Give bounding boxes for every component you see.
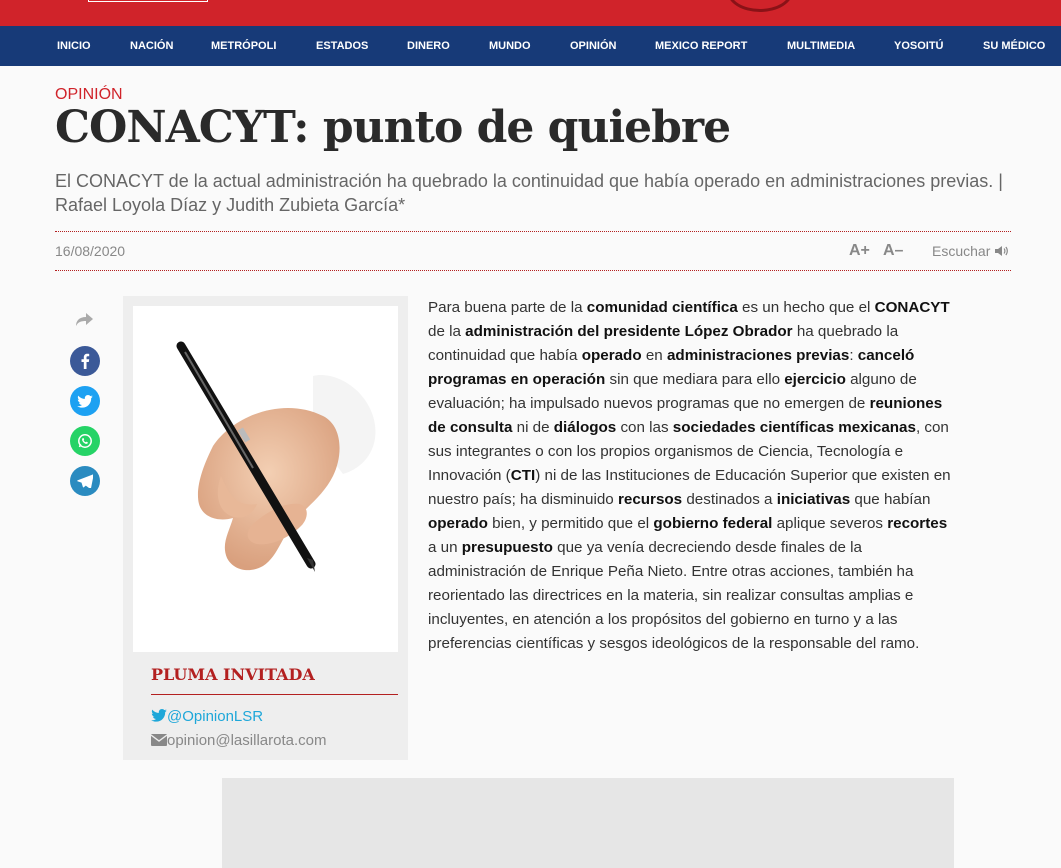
text-run: de la xyxy=(428,323,466,340)
card-divider xyxy=(151,694,398,695)
envelope-icon xyxy=(151,734,167,746)
facebook-icon xyxy=(80,353,90,369)
bold-phrase: administraciones previas xyxy=(666,347,850,364)
listen-label: Escuchar xyxy=(932,243,991,259)
font-increase-button[interactable]: A+ xyxy=(849,242,870,259)
nav-item-inicio[interactable]: INICIO xyxy=(57,40,91,52)
bold-phrase: recortes xyxy=(887,515,948,532)
facebook-share-button[interactable] xyxy=(70,346,100,376)
article-title: CONACYT: punto de quiebre xyxy=(55,102,731,153)
text-run: aplique severos xyxy=(772,515,888,532)
author-email-link[interactable] xyxy=(151,732,326,749)
share-icon[interactable] xyxy=(75,312,95,328)
text-run: en xyxy=(641,347,667,364)
font-decrease-button[interactable]: A– xyxy=(883,242,904,259)
bold-phrase: gobierno federal xyxy=(653,515,773,532)
article-body xyxy=(428,296,956,656)
bold-phrase: canceló programas en operación xyxy=(428,347,915,388)
twitter-icon xyxy=(151,709,167,722)
author-photo xyxy=(133,306,398,652)
speaker-icon xyxy=(994,245,1008,257)
bold-phrase: diálogos xyxy=(553,419,617,436)
nav-item-multimedia[interactable]: MULTIMEDIA xyxy=(787,40,856,52)
bold-phrase: administración del presidente López Obrador xyxy=(465,323,793,340)
text-run: Para buena parte de la xyxy=(428,299,587,316)
nav-item-mundo[interactable]: MUNDO xyxy=(489,40,531,52)
text-run: bien, y permitido que el xyxy=(487,515,654,532)
listen-button[interactable] xyxy=(932,243,1008,259)
bold-phrase: operado xyxy=(428,515,488,532)
article-paragraph xyxy=(428,296,956,656)
article-subtitle: El CONACYT de la actual administración ha quebrado la continuidad que había operado en administraciones previas. | Rafael Loyola Díaz y Judith Zubieta García* xyxy=(55,171,1003,215)
text-run: , con sus integrantes o con los propios organismos de Ciencia, Tecnología e Innovación ( xyxy=(428,419,949,484)
main-navigation xyxy=(0,26,1061,66)
nav-item-mexico-report[interactable]: MEXICO REPORT xyxy=(655,40,748,52)
bold-phrase: ejercicio xyxy=(784,371,846,388)
whatsapp-icon xyxy=(77,433,93,449)
bold-phrase: sociedades científicas mexicanas xyxy=(672,419,916,436)
text-run: a un xyxy=(428,539,462,556)
whatsapp-share-button[interactable] xyxy=(70,426,100,456)
author-email: opinion@lasillarota.com xyxy=(167,732,327,749)
telegram-icon xyxy=(77,474,93,488)
text-run: es un hecho que el xyxy=(737,299,875,316)
divider xyxy=(55,270,1011,271)
nav-item-estados[interactable]: ESTADOS xyxy=(316,40,369,52)
nav-item-dinero[interactable]: DINERO xyxy=(407,40,450,52)
author-byline: PLUMA INVITADA xyxy=(151,665,315,684)
bold-phrase: iniciativas xyxy=(776,491,851,508)
nav-item-nación[interactable]: NACIÓN xyxy=(130,40,174,52)
article-date: 16/08/2020 xyxy=(55,243,126,259)
nav-item-su-médico[interactable]: SU MÉDICO xyxy=(983,40,1046,52)
section-label[interactable]: OPINIÓN xyxy=(55,86,123,103)
text-run: ni de xyxy=(512,419,554,436)
bold-phrase: reuniones de consulta xyxy=(428,395,943,436)
header-search-box[interactable] xyxy=(88,0,208,2)
bold-phrase: recursos xyxy=(617,491,683,508)
text-run: con las xyxy=(616,419,673,436)
author-twitter-handle: @OpinionLSR xyxy=(167,708,264,725)
nav-item-opinión[interactable]: OPINIÓN xyxy=(570,40,617,52)
text-run: sin que mediara para ello xyxy=(605,371,785,388)
bold-phrase: presupuesto xyxy=(461,539,553,556)
bold-phrase: CTI xyxy=(510,467,536,484)
text-run: ha quebrado la continuidad que había xyxy=(428,323,899,364)
text-run: destinados a xyxy=(682,491,777,508)
nav-item-yosoitú[interactable]: YOSOITÚ xyxy=(894,40,944,52)
site-logo[interactable] xyxy=(727,0,793,12)
text-run: : xyxy=(849,347,858,364)
text-run: alguno de evaluación; ha impulsado nuevos programas que no emergen de xyxy=(428,371,917,412)
divider xyxy=(55,231,1011,232)
bold-phrase: operado xyxy=(581,347,642,364)
bold-phrase: comunidad científica xyxy=(586,299,738,316)
bold-phrase: CONACYT xyxy=(874,299,950,316)
text-run: que habían xyxy=(850,491,931,508)
pen-in-hand-illustration xyxy=(133,306,398,652)
text-run: que ya venía decreciendo desde finales de la administración de Enrique Peña Nieto. Entre otras acciones, también ha reorientado las directrices en la materia, sin realizar consultas amplias e incluyentes, en atención a los propósitos del gobierno en turno y a las preferencias científicas y sesgos ideológicos de la responsable del ramo. xyxy=(428,539,920,652)
twitter-icon xyxy=(77,395,93,408)
top-brand-bar xyxy=(0,0,1061,26)
text-run: ) ni de las Instituciones de Educación Superior que existen en nuestro país; ha disminuido xyxy=(428,467,951,508)
author-card xyxy=(123,296,408,760)
telegram-share-button[interactable] xyxy=(70,466,100,496)
author-twitter-link[interactable] xyxy=(151,708,263,725)
twitter-share-button[interactable] xyxy=(70,386,100,416)
nav-item-metrópoli[interactable]: METRÓPOLI xyxy=(211,40,277,52)
